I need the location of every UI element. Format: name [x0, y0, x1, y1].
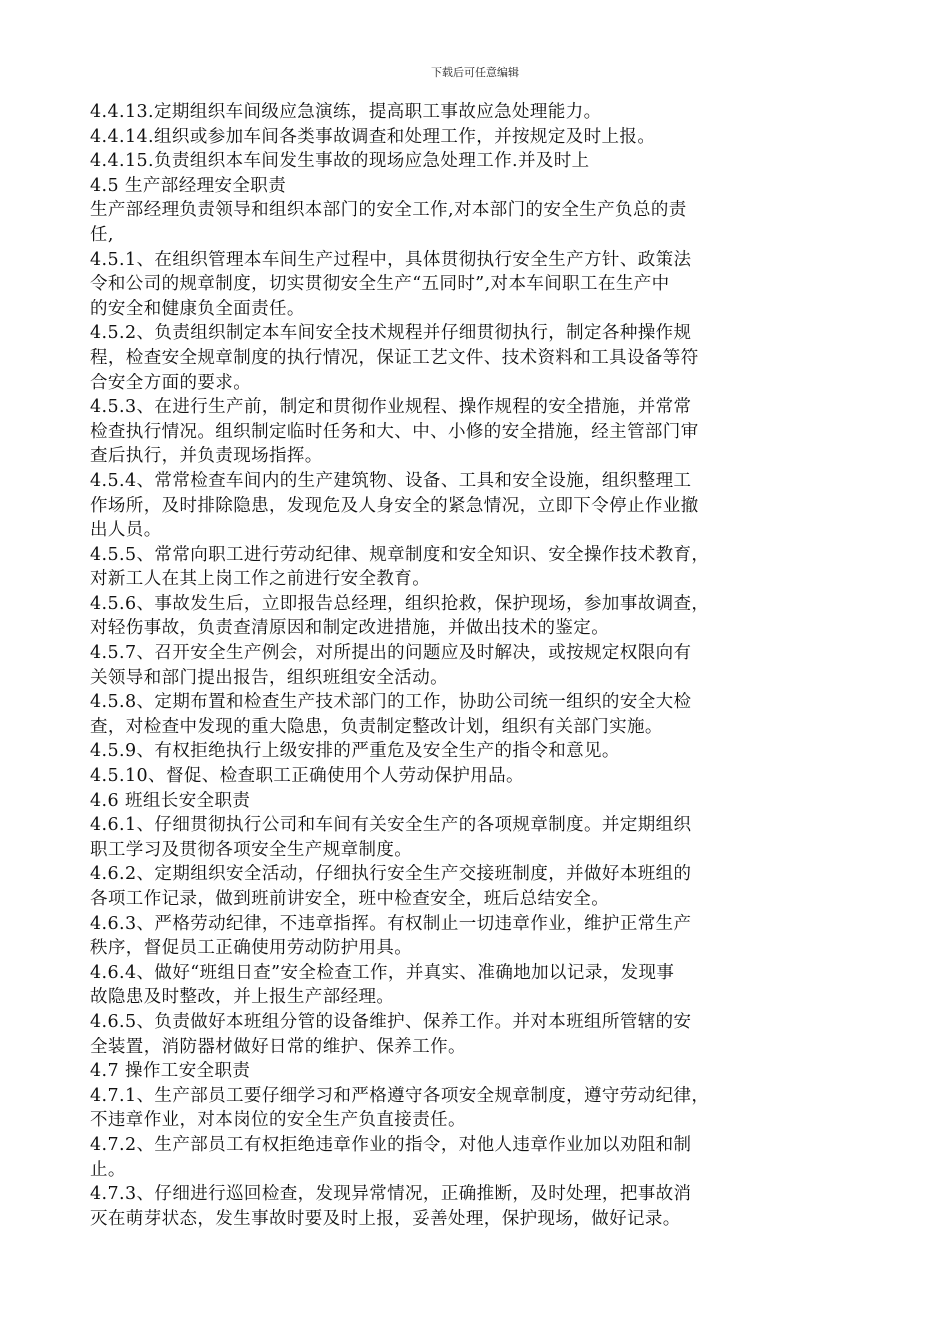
text-line: 作场所，及时排除隐患，发现危及人身安全的紧急情况，立即下令停止作业撤: [90, 495, 699, 516]
text-line: 4.6.3、严格劳动纪律，不违章指挥。有权制止一切违章作业，维护正常生产: [90, 913, 692, 934]
text-line: 秩序，督促员工正确使用劳动防护用具。: [90, 938, 413, 959]
text-line: 4.6.2、定期组织安全活动，仔细执行安全生产交接班制度，并做好本班组的: [90, 864, 692, 885]
text-line: 检查执行情况。组织制定临时任务和大、中、小修的安全措施，经主管部门审: [90, 421, 699, 442]
text-line: 4.5.2、负责组织制定本车间安全技术规程并仔细贯彻执行，制定各种操作规: [90, 323, 692, 344]
text-line: 4.5.10、督促、检查职工正确使用个人劳动保护用品。: [90, 766, 524, 787]
text-line: 4.4.13.定期组织车间级应急演练，提高职工事故应急处理能力。: [90, 102, 602, 122]
text-line: 4.5 生产部经理安全职责: [90, 175, 287, 196]
text-line: 出人员。: [90, 520, 162, 541]
text-line: 4.6 班组长安全职责: [90, 790, 251, 811]
text-line: 不违章作业，对本岗位的安全生产负直接责任。: [90, 1110, 466, 1131]
text-line: 令和公司的规章制度，切实贯彻安全生产“五同时”,对本车间职工在生产中: [90, 274, 670, 295]
text-line: 灭在萌芽状态，发生事故时要及时上报，妥善处理，保护现场，做好记录。: [90, 1208, 681, 1229]
text-line: 关领导和部门提出报告，组织班组安全活动。: [90, 667, 448, 688]
text-line: 4.7.2、生产部员工有权拒绝违章作业的指令，对他人违章作业加以劝阻和制: [90, 1134, 692, 1155]
text-line: 生产部经理负责领导和组织本部门的安全工作,对本部门的安全生产负总的责: [90, 200, 687, 221]
text-line: 的安全和健康负全面责任。: [90, 298, 305, 319]
text-line: 4.7.3、仔细进行巡回检查，发现异常情况，正确推断，及时处理，把事故消: [90, 1184, 692, 1205]
text-line: 故隐患及时整改，并上报生产部经理。: [90, 987, 395, 1008]
text-line: 4.6.1、仔细贯彻执行公司和车间有关安全生产的各项规章制度。并定期组织: [90, 815, 692, 836]
text-line: 4.4.14.组织或参加车间各类事故调查和处理工作，并按规定及时上报。: [90, 126, 656, 147]
text-line: 4.5.3、在进行生产前，制定和贯彻作业规程、操作规程的安全措施，并常常: [90, 397, 692, 418]
text-line: 全装置，消防器材做好日常的维护、保养工作。: [90, 1036, 466, 1057]
text-line: 查后执行，并负责现场指挥。: [90, 446, 323, 467]
header-note: 下载后可任意编辑: [431, 66, 519, 79]
text-line: 4.6.4、做好“班组日查”安全检查工作，并真实、准确地加以记录，发现事: [90, 962, 675, 983]
text-line: 各项工作记录，做到班前讲安全，班中检查安全，班后总结安全。: [90, 889, 610, 909]
text-line: 任,: [90, 224, 114, 245]
text-line: 止。: [90, 1159, 126, 1180]
text-line: 4.7 操作工安全职责: [90, 1061, 251, 1082]
text-line: 4.5.5、常常向职工进行劳动纪律、规章制度和安全知识、安全操作技术教育，: [90, 544, 710, 565]
text-line: 对轻伤事故，负责查清原因和制定改进措施，并做出技术的鉴定。: [90, 618, 610, 639]
document-body: [90, 100, 850, 1231]
text-line: 职工学习及贯彻各项安全生产规章制度。: [90, 839, 413, 860]
text-line: 4.5.6、事故发生后，立即报告总经理，组织抢救，保护现场，参加事故调查，: [90, 593, 710, 614]
text-line: 4.5.8、定期布置和检查生产技术部门的工作，协助公司统一组织的安全大检: [90, 692, 692, 713]
text-line: 4.5.1、在组织管理本车间生产过程中，具体贯彻执行安全生产方针、政策法: [90, 249, 692, 270]
text-line: 4.5.7、召开安全生产例会，对所提出的问题应及时解决，或按规定权限向有: [90, 643, 692, 664]
text-line: 4.5.9、有权拒绝执行上级安排的严重危及安全生产的指令和意见。: [90, 741, 620, 762]
text-line: 4.7.1、生产部员工要仔细学习和严格遵守各项安全规章制度，遵守劳动纪律，: [90, 1085, 710, 1106]
text-line: 对新工人在其上岗工作之前进行安全教育。: [90, 569, 431, 590]
text-line: 合安全方面的要求。: [90, 372, 252, 393]
text-line: 查，对检查中发现的重大隐患，负责制定整改计划，组织有关部门实施。: [90, 716, 663, 737]
text-line: 4.5.4、常常检查车间内的生产建筑物、设备、工具和安全设施，组织整理工: [90, 470, 692, 491]
text-line: 程，检查安全规章制度的执行情况，保证工艺文件、技术资料和工具设备等符: [90, 347, 699, 368]
text-line: 4.6.5、负责做好本班组分管的设备维护、保养工作。并对本班组所管辖的安: [90, 1011, 692, 1032]
text-line: 4.4.15.负责组织本车间发生事故的现场应急处理工作.并及时上: [90, 151, 590, 172]
